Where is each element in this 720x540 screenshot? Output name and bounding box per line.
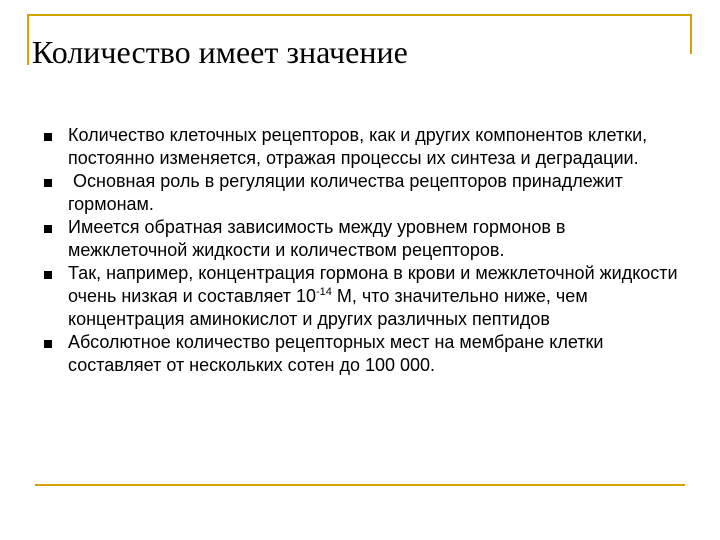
square-bullet-icon	[44, 271, 52, 279]
list-item	[44, 331, 684, 377]
list-item-text: Имеется обратная зависимость между уровнем гормонов в межклеточной жидкости и количеством рецепторов.	[68, 217, 566, 260]
text-after-exponent: М, что значительно ниже, чем концентрация аминокислот и других различных пептидов	[68, 286, 588, 329]
list-item-text: Абсолютное количество рецепторных мест на мембране клетки составляет от нескольких сотен до 100 000.	[68, 332, 604, 375]
bullet-list	[44, 124, 684, 377]
text-before-exponent: Так, например, концентрация гормона в крови и межклеточной жидкости очень низкая и составляет 10	[68, 263, 678, 306]
square-bullet-icon	[44, 340, 52, 348]
list-item-text	[68, 262, 684, 331]
frame-top-line	[29, 14, 692, 16]
square-bullet-icon	[44, 179, 52, 187]
square-bullet-icon	[44, 225, 52, 233]
list-item-text: Количество клеточных рецепторов, как и других компонентов клетки, постоянно изменяется, отражая процессы их синтеза и деградации.	[68, 125, 648, 168]
list-item	[44, 216, 684, 262]
list-item-text: Основная роль в регуляции количества рецепторов принадлежит гормонам.	[68, 171, 628, 214]
frame-left-line	[27, 14, 29, 65]
list-item	[44, 124, 684, 170]
slide-title: Количество имеет значение	[32, 34, 408, 70]
exponent: -14	[316, 286, 332, 298]
bottom-rule-line	[35, 484, 685, 486]
list-item	[44, 170, 684, 216]
list-item	[44, 262, 684, 331]
square-bullet-icon	[44, 133, 52, 141]
frame-right-line	[690, 14, 692, 54]
